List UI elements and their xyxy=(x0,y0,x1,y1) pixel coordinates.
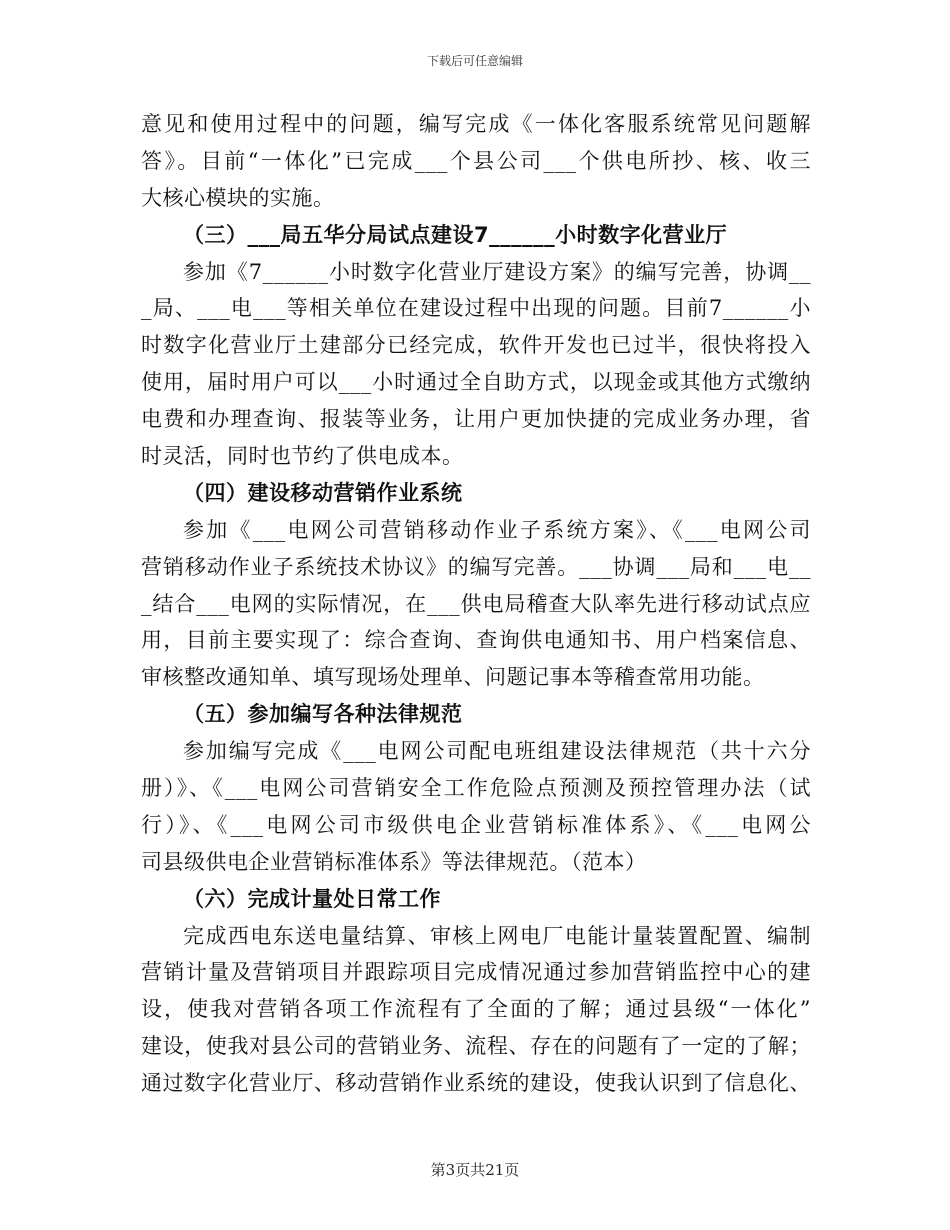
text-line: 司县级供电企业营销标准体系》等法律规范。（范本） xyxy=(141,849,647,874)
text-line: 册）》、《___电网公司营销安全工作危险点预测及预控管理办法（试 xyxy=(141,776,811,801)
section-heading-5: （五）参加编写各种法律规范 xyxy=(183,702,463,727)
text-line: 答》。目前“一体化”已完成___个县公司___个供电所抄、核、收三 xyxy=(141,148,811,173)
text-line: 电费和办理查询、报装等业务，让用户更加快捷的完成业务办理，省 xyxy=(141,407,811,432)
section-heading-6: （六）完成计量处日常工作 xyxy=(183,886,441,911)
page-footer: 第3页共21页 xyxy=(430,1161,520,1179)
text-line: 建设，使我对县公司的营销业务、流程、存在的问题有了一定的了解； xyxy=(141,1034,811,1059)
text-line: 参加编写完成《___电网公司配电班组建设法律规范（共十六分 xyxy=(183,739,811,764)
text-line: 营销计量及营销项目并跟踪项目完成情况通过参加营销监控中心的建 xyxy=(141,960,811,985)
text-line: _结合___电网的实际情况，在___供电局稽查大队率先进行移动试点应 xyxy=(141,591,811,616)
text-line: 通过数字化营业厅、移动营销作业系统的建设，使我认识到了信息化、 xyxy=(141,1071,811,1096)
text-line: 参加《___电网公司营销移动作业子系统方案》、《___电网公司 xyxy=(183,517,811,542)
text-line: 时数字化营业厅土建部分已经完成，软件开发也已过半，很快将投入 xyxy=(141,333,811,358)
section-heading-3: （三）___局五华分局试点建设7______小时数字化营业厅 xyxy=(183,222,728,247)
text-line: 营销移动作业子系统技术协议》的编写完善。___协调___局和___电__ xyxy=(141,554,811,579)
text-line: 参加《7______小时数字化营业厅建设方案》的编写完善，协调__ xyxy=(183,259,811,284)
text-line: 意见和使用过程中的问题，编写完成《一体化客服系统常见问题解 xyxy=(141,112,811,136)
text-line: _局、___电___等相关单位在建设过程中出现的问题。目前7______小 xyxy=(141,296,811,321)
text-line: 审核整改通知单、填写现场处理单、问题记事本等稽查常用功能。 xyxy=(141,665,765,690)
text-line: 行）》、《___电网公司市级供电企业营销标准体系》、《___电网公 xyxy=(141,812,811,837)
page-header: 下载后可任意编辑 xyxy=(426,54,523,68)
text-line: 大核心模块的实施。 xyxy=(141,185,335,210)
text-line: 使用，届时用户可以___小时通过全自助方式，以现金或其他方式缴纳 xyxy=(141,370,811,395)
text-line: 设，使我对营销各项工作流程有了全面的了解；通过县级“一体化” xyxy=(141,997,811,1022)
text-line: 时灵活，同时也节约了供电成本。 xyxy=(141,444,464,469)
text-line: 用，目前主要实现了：综合查询、查询供电通知书、用户档案信息、 xyxy=(141,628,811,653)
text-line: 完成西电东送电量结算、审核上网电厂电能计量装置配置、编制 xyxy=(183,923,811,948)
section-heading-4: （四）建设移动营销作业系统 xyxy=(183,480,463,505)
document-body xyxy=(141,106,811,1102)
